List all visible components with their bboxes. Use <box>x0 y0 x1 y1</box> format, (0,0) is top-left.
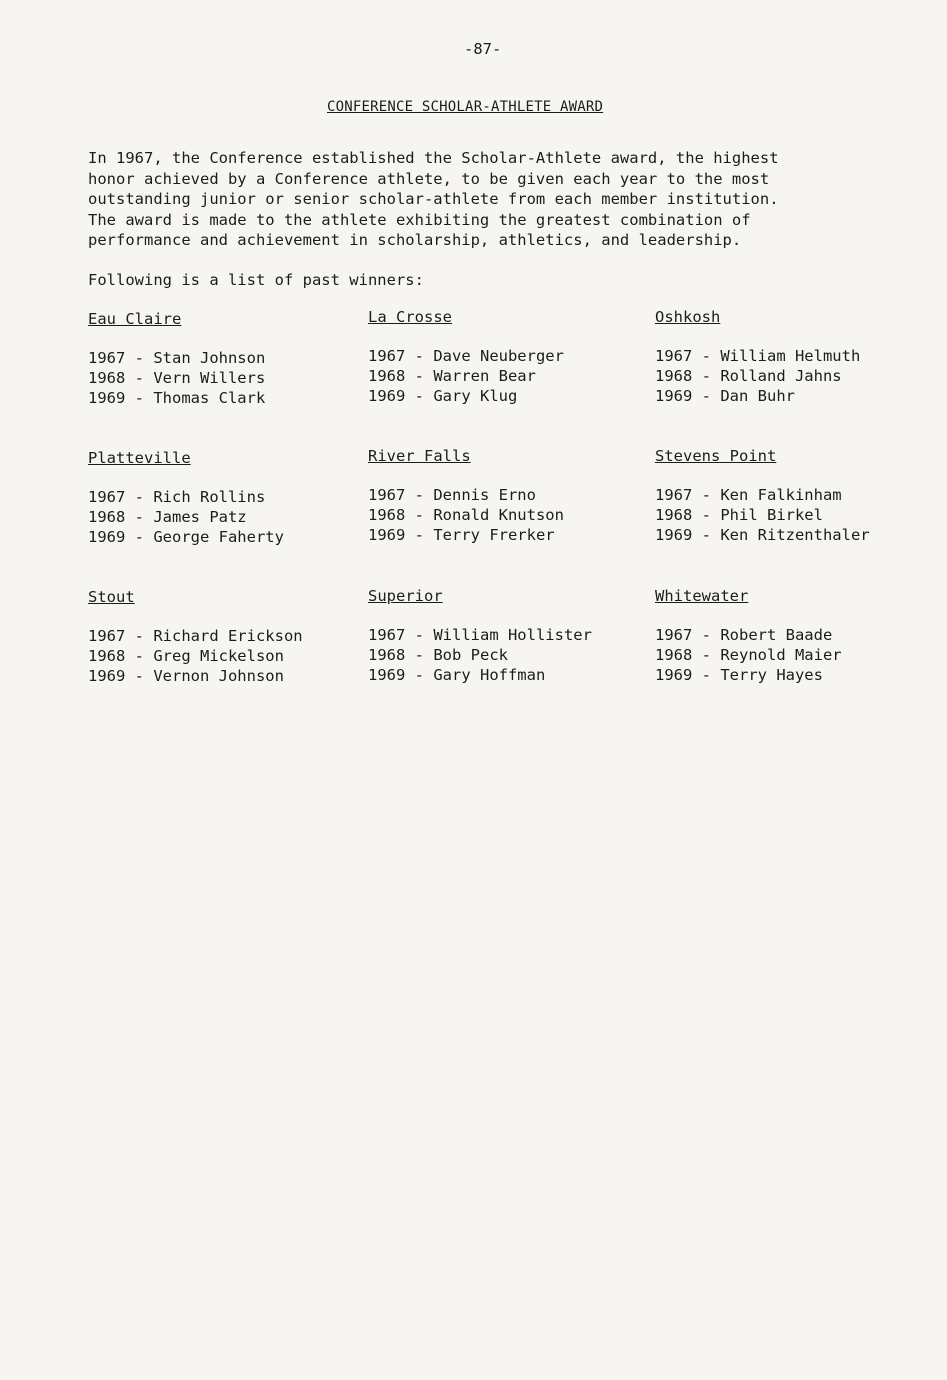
winner-entry: 1967 - Rich Rollins <box>88 488 266 506</box>
winner-entry: 1968 - Ronald Knutson <box>368 506 564 524</box>
winner-entry: 1967 - Dave Neuberger <box>368 347 564 365</box>
winner-entry: 1969 - Gary Hoffman <box>368 666 546 684</box>
campus-superior <box>368 587 592 685</box>
winner-entry: 1969 - Dan Buhr <box>655 387 795 405</box>
intro-line: The award is made to the athlete exhibiting the greatest combination of <box>88 210 751 229</box>
intro-line: honor achieved by a Conference athlete, to be given each year to the most <box>88 169 770 188</box>
winner-entry: 1969 - Gary Klug <box>368 387 518 405</box>
campus-la-crosse <box>368 308 564 406</box>
winner-entry: 1969 - Thomas Clark <box>88 389 266 407</box>
winner-entry: 1969 - George Faherty <box>88 528 284 546</box>
campus-river-falls <box>368 447 564 545</box>
campus-stout <box>88 588 303 686</box>
winner-entry: 1968 - Vern Willers <box>88 369 266 387</box>
winner-entry: 1968 - Warren Bear <box>368 367 536 385</box>
winner-entry: 1967 - Stan Johnson <box>88 349 266 367</box>
intro-line: In 1967, the Conference established the Scholar-Athlete award, the highest <box>88 149 779 167</box>
winner-entry: 1968 - James Patz <box>88 508 247 526</box>
campus-name: Whitewater <box>655 587 749 605</box>
winner-entry: 1969 - Terry Frerker <box>368 526 555 544</box>
page-title: CONFERENCE SCHOLAR-ATHLETE AWARD <box>327 99 604 115</box>
winner-entry: 1968 - Phil Birkel <box>655 506 823 524</box>
winner-entry: 1967 - Dennis Erno <box>368 486 536 504</box>
winner-entry: 1967 - Ken Falkinham <box>655 486 842 504</box>
winner-entry: 1969 - Ken Ritzenthaler <box>655 526 870 544</box>
winner-entry: 1967 - Richard Erickson <box>88 627 303 645</box>
campus-name: Stout <box>88 588 135 606</box>
campus-whitewater <box>655 587 842 685</box>
winner-entry: 1968 - Reynold Maier <box>655 646 842 664</box>
campus-eau-claire <box>88 310 265 408</box>
campus-platteville <box>88 449 284 547</box>
winner-entry: 1967 - Robert Baade <box>655 626 833 644</box>
intro-line: outstanding junior or senior scholar-athlete from each member institution. <box>88 190 779 208</box>
winner-entry: 1968 - Rolland Jahns <box>655 367 842 385</box>
winner-entry: 1968 - Greg Mickelson <box>88 647 284 665</box>
winner-entry: 1969 - Vernon Johnson <box>88 667 284 685</box>
campus-name: River Falls <box>368 447 471 465</box>
winner-entry: 1969 - Terry Hayes <box>655 666 823 684</box>
campus-name: La Crosse <box>368 308 452 326</box>
campus-oshkosh <box>655 308 860 406</box>
list-intro: Following is a list of past winners: <box>88 271 424 289</box>
campus-stevens-point <box>655 447 870 545</box>
campus-name: Superior <box>368 587 443 605</box>
campus-name: Oshkosh <box>655 308 721 326</box>
intro-line: performance and achievement in scholarship, athletics, and leadership. <box>88 231 742 249</box>
winner-entry: 1967 - William Hollister <box>368 626 592 644</box>
intro-paragraph <box>88 148 868 251</box>
campus-name: Platteville <box>88 449 191 467</box>
campus-name: Eau Claire <box>88 310 182 328</box>
page-number: -87- <box>464 40 502 58</box>
winner-entry: 1967 - William Helmuth <box>655 347 861 365</box>
winner-entry: 1968 - Bob Peck <box>368 646 508 664</box>
campus-name: Stevens Point <box>655 447 777 465</box>
